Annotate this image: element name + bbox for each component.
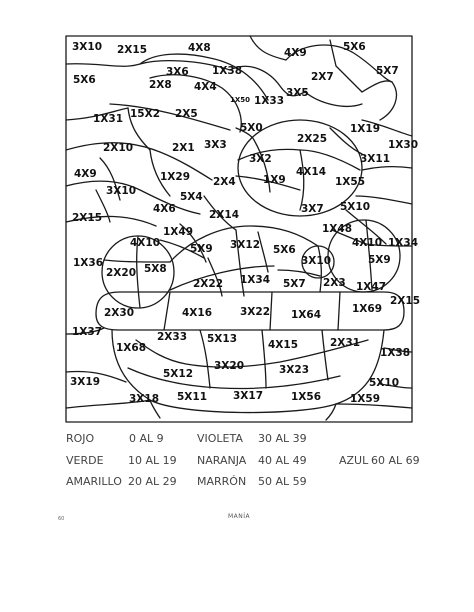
cell-label: 2X14 xyxy=(209,209,240,221)
cell-label: 1X33 xyxy=(254,95,285,107)
cell-label: 1X31 xyxy=(93,113,124,125)
cell-label: 1X49 xyxy=(163,226,194,238)
cell-label: 5X6 xyxy=(273,244,296,256)
cell-label: 5X0 xyxy=(240,122,263,134)
cell-label: 1X64 xyxy=(291,309,322,321)
cell-label: 1X34 xyxy=(240,274,271,286)
cell-label: 3X12 xyxy=(230,239,261,251)
cell-label: 1X9 xyxy=(263,174,286,186)
cell-label: 1X29 xyxy=(160,171,191,183)
cell-label: 2X22 xyxy=(193,278,224,290)
cell-label: 3X20 xyxy=(214,360,245,372)
cell-label: 3X18 xyxy=(129,393,160,405)
cell-label: 1X50 xyxy=(230,96,251,104)
cell-label: 2X10 xyxy=(103,142,134,154)
cell-label: 1X37 xyxy=(72,326,103,338)
cell-label: 2X33 xyxy=(157,331,188,343)
cell-label: 2X1 xyxy=(172,142,195,154)
cell-label: 2X30 xyxy=(104,307,135,319)
cell-label: 2X3 xyxy=(323,277,346,289)
cell-label: 4X10 xyxy=(352,237,383,249)
cell-label: 3X17 xyxy=(233,390,264,402)
cell-label: 4X4 xyxy=(194,81,217,93)
cell-label: 3X3 xyxy=(204,139,227,151)
cell-label: 4X16 xyxy=(182,307,213,319)
legend-rojo-range: 0 AL 9 xyxy=(129,432,164,445)
cell-labels xyxy=(70,41,420,405)
cell-label: 5X6 xyxy=(343,41,366,53)
cell-label: 1X38 xyxy=(380,347,411,359)
legend-azul-label: AZUL xyxy=(339,454,369,467)
cell-label: 1X55 xyxy=(335,176,366,188)
legend-marron-range: 50 AL 59 xyxy=(258,475,307,488)
legend-azul-range: 60 AL 69 xyxy=(371,454,420,467)
legend-amarillo-label: AMARILLO xyxy=(66,475,122,488)
cell-label: 3X22 xyxy=(240,306,271,318)
cell-label: 2X31 xyxy=(330,337,361,349)
cell-label: 5X8 xyxy=(144,263,167,275)
cell-label: 3X10 xyxy=(106,185,137,197)
cell-label: 4X10 xyxy=(130,237,161,249)
brand-logo: MANÍA xyxy=(228,513,251,520)
cell-label: 3X23 xyxy=(279,364,310,376)
cell-label: 1X38 xyxy=(212,65,243,77)
cell-label: 3X2 xyxy=(249,153,272,165)
color-legend xyxy=(66,432,420,488)
legend-rojo-label: ROJO xyxy=(66,432,95,445)
legend-amarillo-range: 20 AL 29 xyxy=(128,475,177,488)
cell-label: 1X48 xyxy=(322,223,353,235)
cell-label: 4X14 xyxy=(296,166,327,178)
legend-violeta-label: VIOLETA xyxy=(197,432,243,445)
cell-label: 5X11 xyxy=(177,391,208,403)
cell-label: 5X12 xyxy=(163,368,194,380)
cell-label: 3X5 xyxy=(286,87,309,99)
cell-label: 5X9 xyxy=(368,254,391,266)
cell-label: 1X47 xyxy=(356,281,387,293)
cell-label: 4X15 xyxy=(268,339,299,351)
cell-label: 1X19 xyxy=(350,123,381,135)
cell-label: 1X69 xyxy=(352,303,383,315)
cell-label: 4X6 xyxy=(153,203,176,215)
cell-label: 4X9 xyxy=(284,47,307,59)
legend-marron-label: MARRÓN xyxy=(197,475,247,488)
cell-label: 2X15 xyxy=(117,44,148,56)
cell-label: 1X59 xyxy=(350,393,381,405)
cell-label: 3X10 xyxy=(72,41,103,53)
cell-label: 2X5 xyxy=(175,108,198,120)
cell-label: 5X9 xyxy=(190,243,213,255)
legend-naranja-range: 40 AL 49 xyxy=(258,454,307,467)
cell-label: 2X15 xyxy=(72,212,103,224)
cell-label: 4X8 xyxy=(188,42,211,54)
cell-label: 4X9 xyxy=(74,168,97,180)
cell-label: 5X4 xyxy=(180,191,203,203)
cell-label: 5X10 xyxy=(369,377,400,389)
cell-label: 2X25 xyxy=(297,133,328,145)
cell-label: 1X34 xyxy=(388,237,419,249)
legend-verde-range: 10 AL 19 xyxy=(128,454,177,467)
legend-verde-label: VERDE xyxy=(66,454,104,467)
legend-naranja-label: NARANJA xyxy=(197,454,247,467)
cell-label: 5X10 xyxy=(340,201,371,213)
cell-label: 2X4 xyxy=(213,176,236,188)
cell-label: 2X7 xyxy=(311,71,334,83)
cell-label: 5X7 xyxy=(283,278,306,290)
cell-label: 2X8 xyxy=(149,79,172,91)
cell-label: 5X13 xyxy=(207,333,238,345)
page-number: 60 xyxy=(58,516,65,522)
cell-label: 1X36 xyxy=(73,257,104,269)
legend-violeta-range: 30 AL 39 xyxy=(258,432,307,445)
cell-label: 3X10 xyxy=(301,255,332,267)
cell-label: 15X2 xyxy=(130,108,161,120)
cell-label: 5X7 xyxy=(376,65,399,77)
cell-label: 3X19 xyxy=(70,376,101,388)
cell-label: 2X20 xyxy=(106,267,137,279)
cell-label: 1X30 xyxy=(388,139,419,151)
cell-label: 1X68 xyxy=(116,342,147,354)
cell-label: 3X7 xyxy=(301,203,324,215)
cell-label: 2X15 xyxy=(390,295,421,307)
cell-label: 5X6 xyxy=(73,74,96,86)
cell-label: 1X56 xyxy=(291,391,322,403)
cell-label: 3X11 xyxy=(360,153,391,165)
cell-label: 3X6 xyxy=(166,66,189,78)
